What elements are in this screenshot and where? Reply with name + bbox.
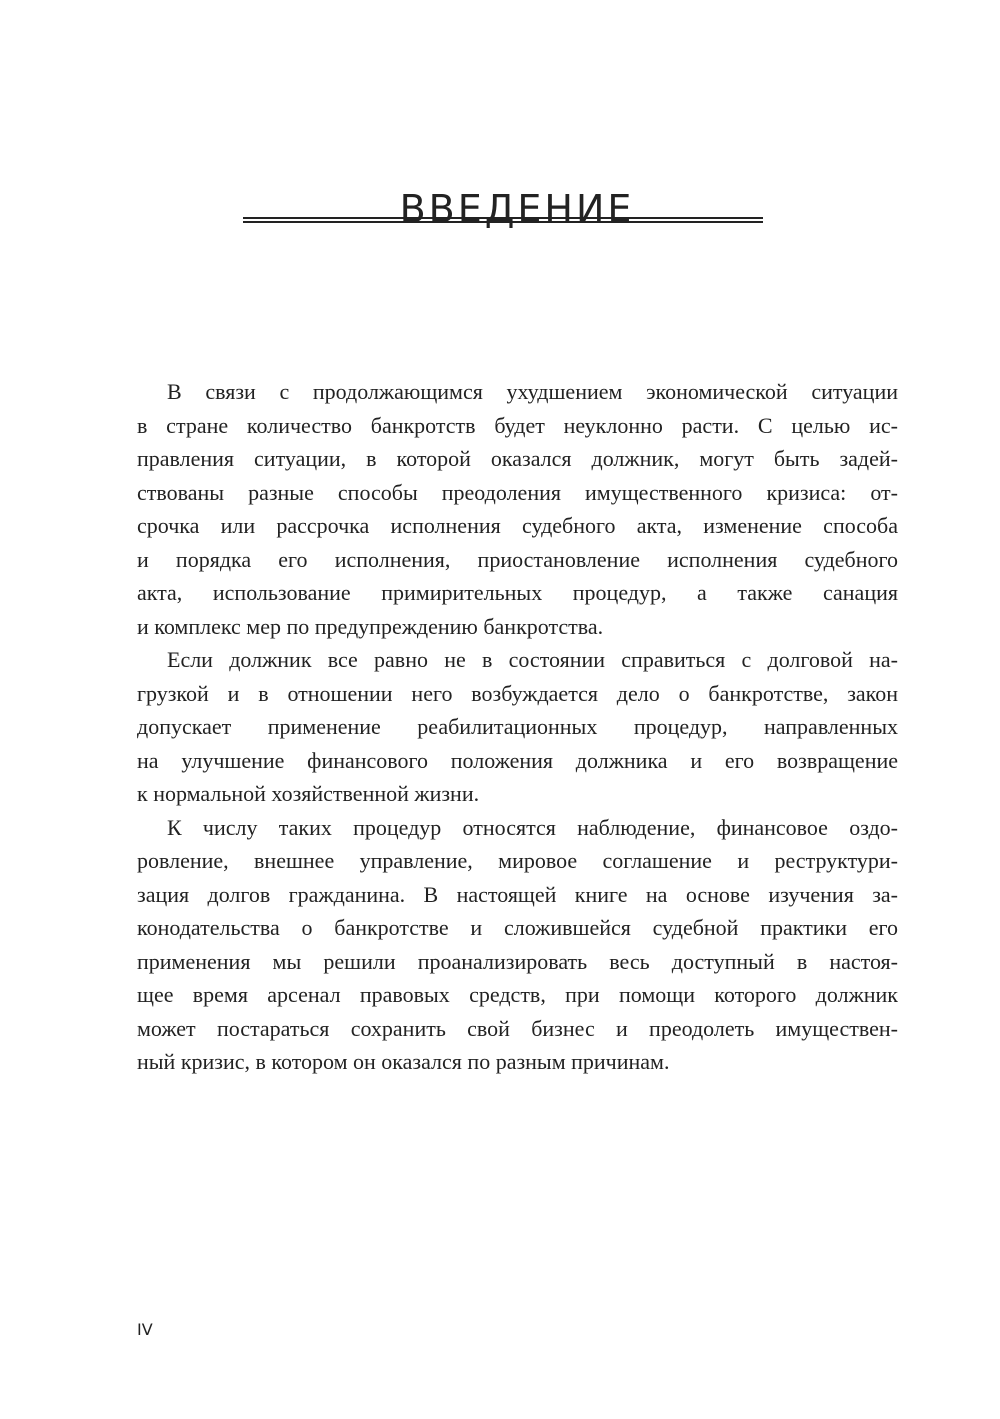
text-line: может постараться сохранить свой бизнес и преодолеть имуществен- (137, 1015, 898, 1041)
paragraph (137, 375, 898, 643)
text-line: акта, использование примирительных процедур, а также санация (137, 580, 898, 605)
text-line: в стране количество банкротств будет неуклонно расти. С целью ис- (137, 412, 898, 438)
body-text (137, 375, 898, 1079)
page-number: IV (137, 1320, 153, 1339)
text-line: щее время арсенал правовых средств, при помощи которого должник (137, 982, 898, 1007)
text-line: В связи с продолжающимся ухудшением экономической ситуации (167, 379, 898, 404)
text-line: К числу таких процедур относятся наблюдение, финансовое оздо- (167, 814, 898, 840)
text-line: ровление, внешнее управление, мировое соглашение и реструктури- (137, 848, 898, 873)
text-line: и порядка его исполнения, приостановление исполнения судебного (137, 546, 898, 572)
paragraph (137, 643, 898, 811)
title-rule-bottom (243, 221, 763, 223)
text-line: ный кризис, в котором он оказался по разным причинам. (137, 1049, 670, 1074)
text-line: и комплекс мер по предупреждению банкротства. (137, 613, 604, 639)
text-line: срочка или рассрочка исполнения судебного акта, изменение способа (137, 513, 898, 538)
text-line: ствованы разные способы преодоления имущественного кризиса: от- (137, 479, 898, 505)
text-line: грузкой и в отношении него возбуждается дело о банкротстве, закон (137, 680, 898, 706)
text-line: правления ситуации, в которой оказался должник, могут быть задей- (137, 446, 898, 471)
text-line: допускает применение реабилитационных процедур, направленных (137, 714, 898, 739)
title-rule-top (243, 217, 763, 219)
text-line: к нормальной хозяйственной жизни. (137, 781, 480, 806)
paragraph (137, 811, 898, 1079)
chapter-title: ВВЕДЕНИЕ (399, 187, 635, 232)
text-line: конодательства о банкротстве и сложившейся судебной практики его (137, 915, 898, 940)
text-line: Если должник все равно не в состоянии справиться с долговой на- (167, 647, 898, 672)
text-line: применения мы решили проанализировать весь доступный в настоя- (137, 948, 898, 974)
text-line: на улучшение финансового положения должника и его возвращение (137, 747, 898, 773)
text-line: зация долгов гражданина. В настоящей книге на основе изучения за- (137, 881, 898, 907)
